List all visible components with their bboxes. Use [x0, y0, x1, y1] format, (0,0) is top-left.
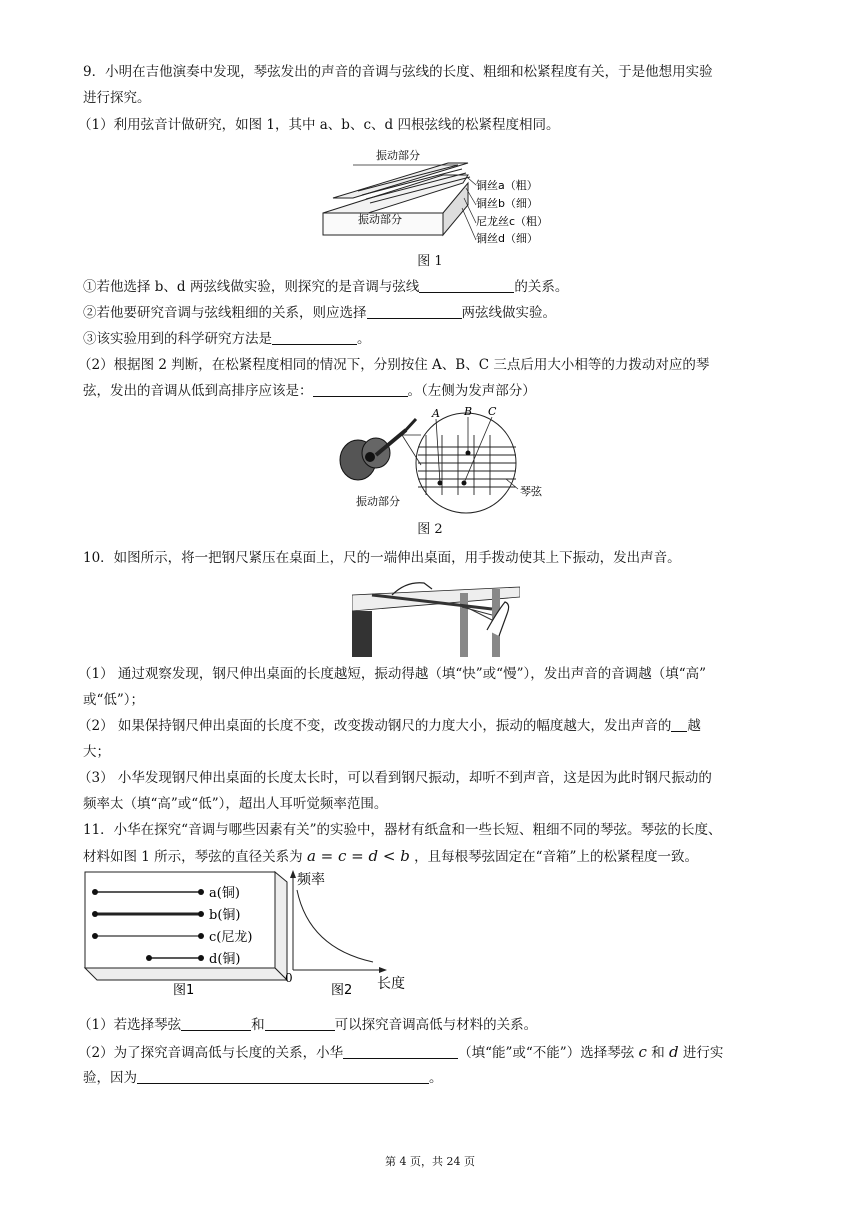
page-footer: 第 4 页，共 24 页 [385, 1155, 475, 1168]
q10-part1-line1: （1） 通过观察发现，钢尺伸出桌面的长度越短，振动得越（填“快”或“慢”），发出声音的音调越（填“高” [78, 666, 707, 682]
string-label: 琴弦 [520, 485, 542, 498]
answer-blank[interactable] [419, 278, 514, 293]
fig1-wire-d: 铜丝d（细） [476, 232, 538, 245]
q9-sub2: ②若他要研究音调与弦线粗细的关系，则应选择 两弦线做实验。 [83, 305, 556, 321]
point-b-label: B [464, 405, 473, 418]
q11-stem-line2: 材料如图 1 所示，琴弦的直径关系为 a = c = d < b ，且每根琴弦固定在“音箱”上的松紧程度一致。 [83, 847, 698, 865]
fig1-small-caption: 图1 [173, 983, 195, 998]
guitar-figure [336, 405, 556, 515]
q10-stem: 10．如图所示，将一把钢尺紧压在桌面上，尺的一端伸出桌面，用手拨动使其上下振动，发出声音。 [83, 550, 681, 566]
answer-blank[interactable] [343, 1044, 458, 1059]
q10-part2-line2: 大； [83, 744, 110, 760]
q9-part2-line1: （2）根据图 2 判断，在松紧程度相同的情况下，分别按住 A、B、C 三点后用大小相等的力拨动对应的琴 [78, 357, 710, 373]
fig1-wire-a: 铜丝a（粗） [476, 179, 538, 192]
answer-blank[interactable] [137, 1069, 429, 1084]
answer-blank[interactable] [265, 1016, 335, 1031]
answer-blank[interactable] [313, 382, 408, 397]
point-a-label: A [432, 407, 440, 420]
string-a-label: a(铜) [209, 886, 240, 901]
answer-blank[interactable] [181, 1016, 251, 1031]
fig2-caption: 图 2 [417, 522, 443, 537]
answer-blank[interactable] [367, 304, 462, 319]
string-b-label: b(铜) [209, 908, 241, 923]
vib-label: 振动部分 [356, 495, 400, 508]
q10-part3-line1: （3） 小华发现钢尺伸出桌面的长度太长时，可以看到钢尺振动，却听不到声音，这是因为此时钢尺振动的 [78, 770, 712, 786]
fig1-wire-b: 铜丝b（细） [476, 197, 538, 210]
q11-part1: （1）若选择琴弦 和 可以探究音调高低与材料的关系。 [78, 1017, 538, 1033]
q11-part2-line1: （2）为了探究音调高低与长度的关系，小华 （填“能”或“不能”）选择琴弦 c 和 d 进行实 [78, 1043, 724, 1061]
q9-stem-line1: 9．小明在吉他演奏中发现，琴弦发出的声音的音调与弦线的长度、粗细和松紧程度有关，于是他想用实验 [83, 64, 713, 80]
fig1-top-label: 振动部分 [376, 149, 420, 162]
q9-stem-line2: 进行探究。 [83, 90, 151, 106]
q9-part2-line2: 弦，发出的音调从低到高排序应该是： 。（左侧为发声部分） [83, 383, 536, 399]
fig1-caption: 图 1 [417, 254, 443, 269]
fig1-bottom-label: 振动部分 [358, 213, 402, 226]
q10-part2-line1: （2） 如果保持钢尺伸出桌面的长度不变，改变拨动钢尺的力度大小，振动的幅度越大，发出声音的 越 [78, 718, 701, 734]
q11-part2-line2: 验，因为 。 [83, 1070, 443, 1086]
x-axis-label: 长度 [377, 976, 405, 992]
point-c-label: C [488, 405, 497, 418]
q9-sub1: ①若他选择 b、d 两弦线做实验，则探究的是音调与弦线 的关系。 [83, 279, 569, 295]
answer-blank[interactable] [671, 717, 687, 732]
y-axis-label: 频率 [297, 872, 325, 888]
origin-label: 0 [285, 971, 293, 985]
q9-sub3: ③该实验用到的科学研究方法是 。 [83, 331, 371, 347]
fig1-wire-c: 尼龙丝c（粗） [476, 215, 549, 228]
q10-part1-line2: 或“低”）； [83, 692, 145, 708]
string-d-label: d(铜) [209, 952, 241, 967]
q11-stem-line1: 11．小华在探究“音调与哪些因素有关”的实验中，器材有纸盒和一些长短、粗细不同的琴弦。琴弦的长度、 [83, 822, 722, 838]
fig2-small-caption: 图2 [331, 983, 353, 998]
q10-part3-line2: 频率太（填“高”或“低”），超出人耳听觉频率范围。 [83, 796, 388, 812]
answer-blank[interactable] [272, 330, 357, 345]
q9-part1: （1）利用弦音计做研究，如图 1，其中 a、b、c、d 四根弦线的松紧程度相同。 [78, 117, 560, 133]
string-c-label: c(尼龙) [209, 930, 253, 945]
ruler-figure [352, 575, 520, 657]
strings-and-graph-figure [83, 870, 423, 998]
sonometer-figure [318, 143, 568, 247]
